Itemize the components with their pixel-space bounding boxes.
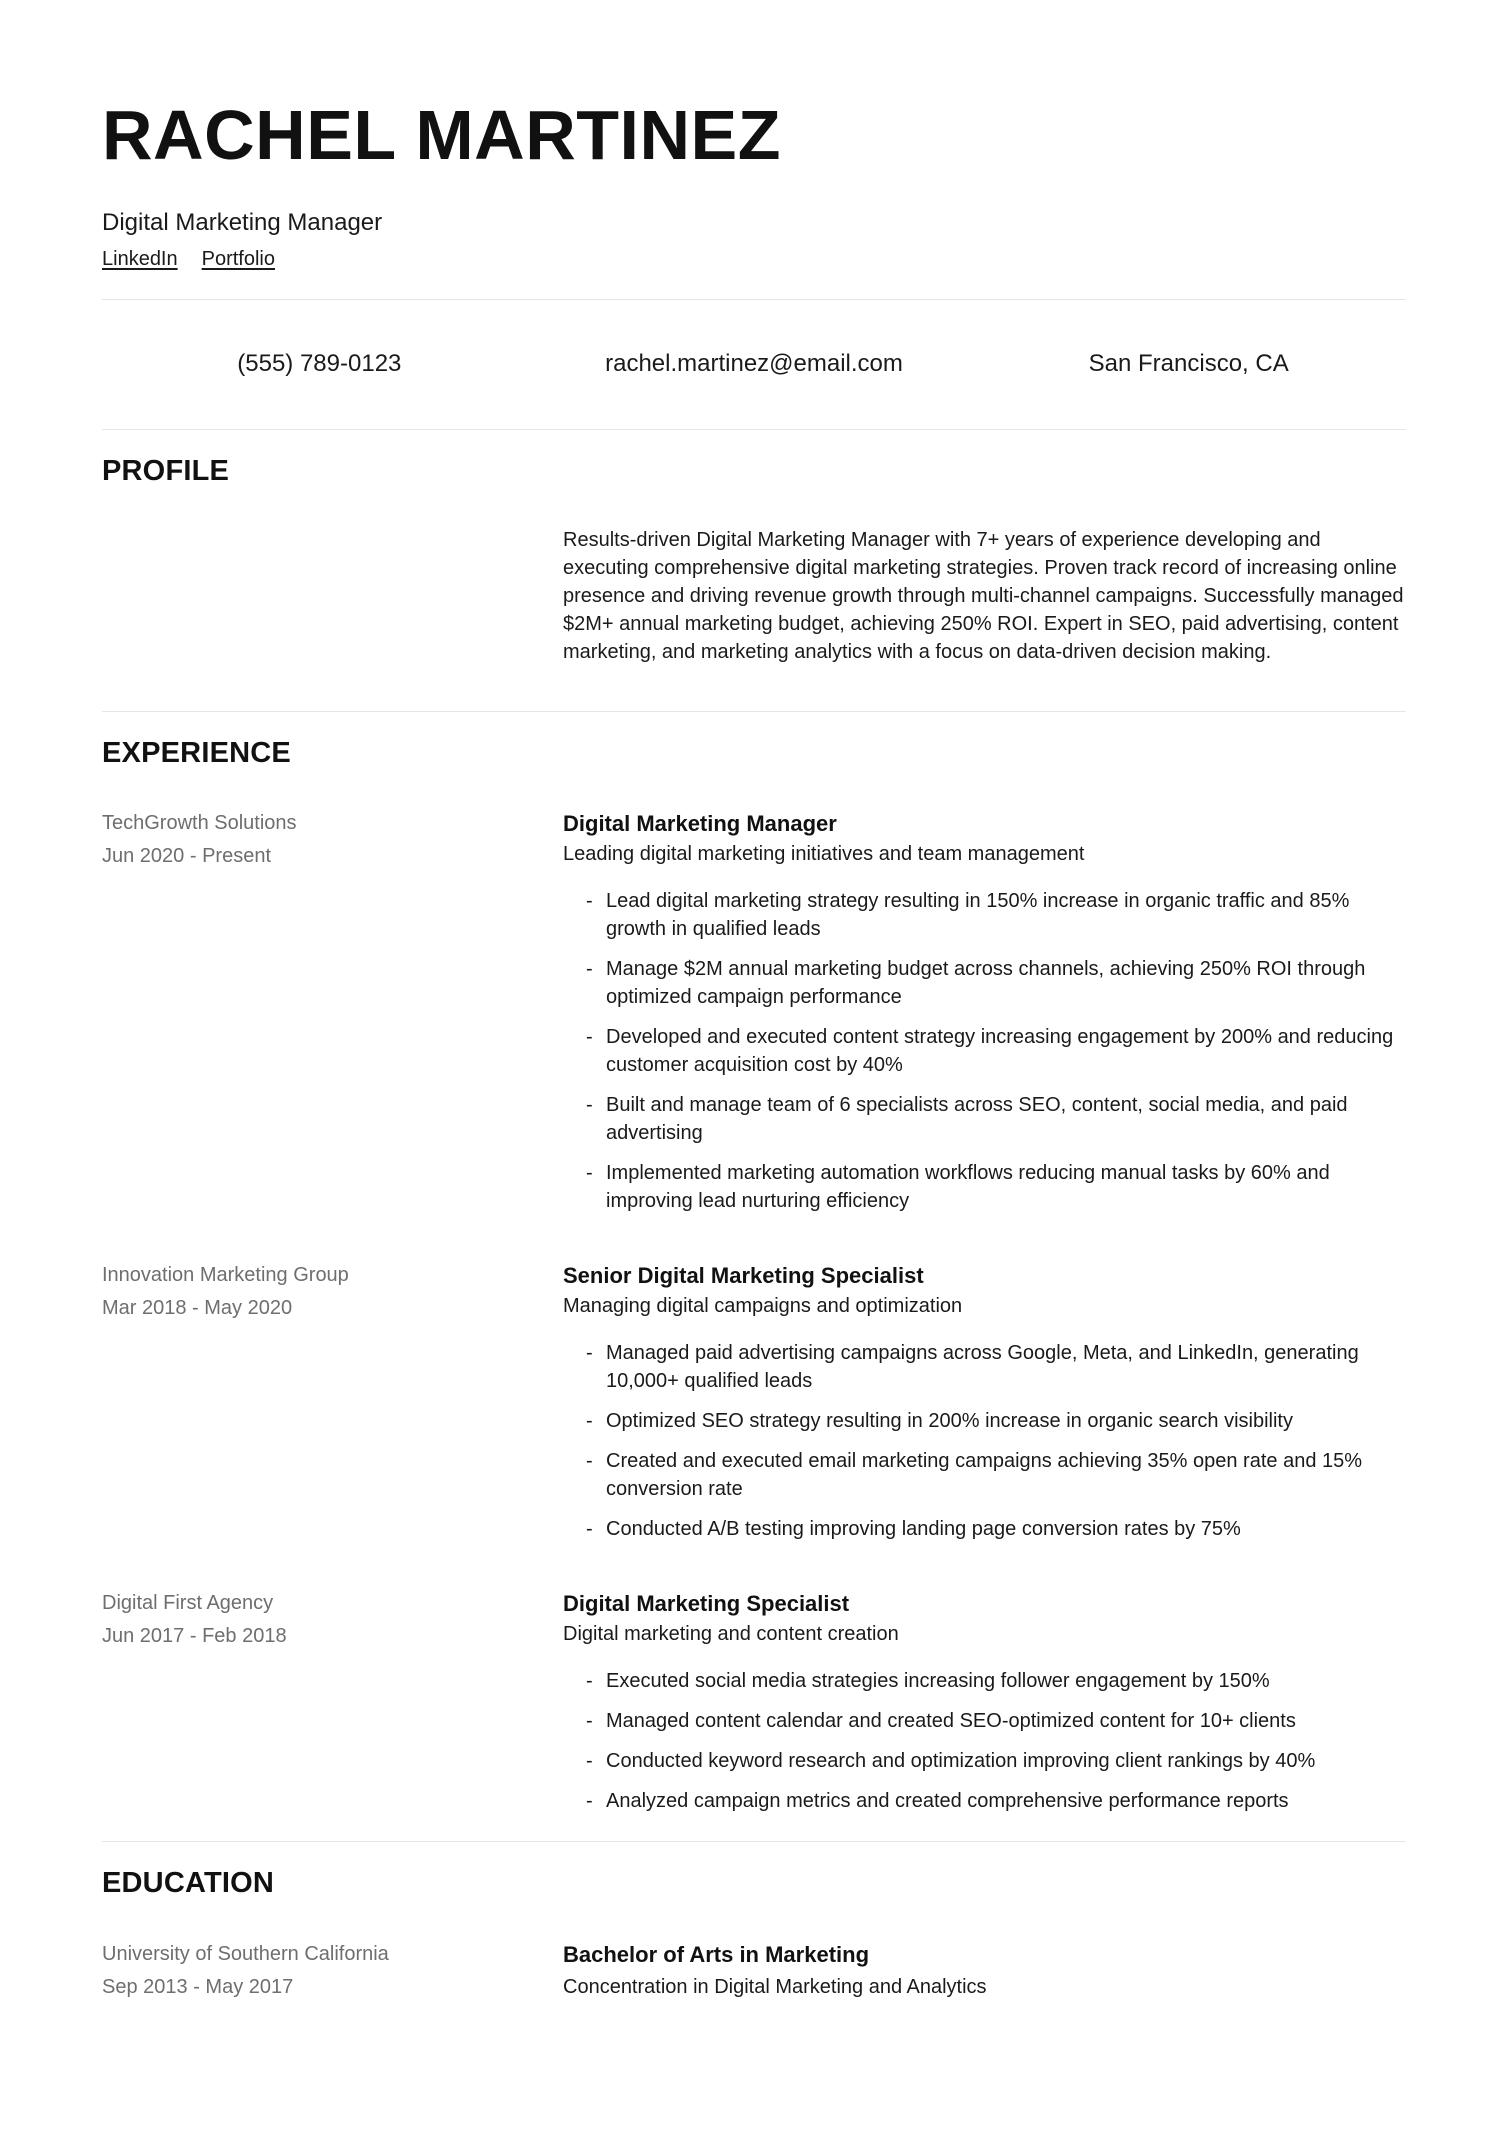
bullet-text: Lead digital marketing strategy resulting in 150% increase in organic traffic and 85% growth in qualified leads [606, 890, 1350, 941]
bullet-text: Manage $2M annual marketing budget across channels, achieving 250% ROI through optimized campaign performance [606, 958, 1366, 1009]
job-bullet [563, 1515, 1406, 1543]
phone-number: (555) 789-0123 [237, 350, 402, 378]
job-bullet [563, 1091, 1406, 1147]
job-title: Digital Marketing Manager [563, 811, 837, 837]
experience-section [102, 712, 1406, 1816]
job-dates: Jun 2017 - Feb 2018 [102, 1625, 287, 1648]
education-meta [102, 1938, 563, 2004]
job-subtitle: Managing digital campaigns and optimization [563, 1295, 963, 1318]
job-bullet [563, 1747, 1406, 1775]
education-degree: Bachelor of Arts in Marketing [563, 1942, 870, 1968]
job-bullet [563, 1159, 1406, 1215]
bullet-dash: - [586, 1750, 593, 1773]
job-details [563, 807, 1406, 1215]
person-name: RACHEL MARTINEZ [102, 96, 781, 174]
education-concentration: Concentration in Digital Marketing and Analytics [563, 1976, 987, 1999]
job-bullet [563, 1667, 1406, 1695]
education-school: University of Southern California [102, 1943, 389, 1966]
linkedin-link[interactable]: LinkedIn [102, 248, 178, 271]
bullet-text: Optimized SEO strategy resulting in 200% increase in organic search visibility [606, 1410, 1293, 1433]
bullet-dash: - [586, 890, 593, 913]
job-dates: Jun 2020 - Present [102, 845, 271, 868]
job-entry [102, 807, 1406, 1215]
bullet-text: Implemented marketing automation workflows reducing manual tasks by 60% and improving lead nurturing efficiency [606, 1162, 1330, 1213]
bullet-dash: - [586, 1790, 593, 1813]
bullet-dash: - [586, 1450, 593, 1473]
job-bullet [563, 955, 1406, 1011]
job-details [563, 1259, 1406, 1543]
profile-left-spacer [102, 526, 563, 666]
job-bullet [563, 1407, 1406, 1435]
job-bullet [563, 887, 1406, 943]
job-subtitle: Leading digital marketing initiatives and team management [563, 843, 1085, 866]
resume-header [102, 92, 1406, 273]
bullet-text: Managed paid advertising campaigns across Google, Meta, and LinkedIn, generating 10,000+ qualified leads [606, 1342, 1359, 1393]
job-company: TechGrowth Solutions [102, 812, 297, 835]
bullet-dash: - [586, 1710, 593, 1733]
contact-row [102, 300, 1406, 429]
job-subtitle: Digital marketing and content creation [563, 1623, 899, 1646]
job-bullet [563, 1707, 1406, 1735]
bullet-text: Built and manage team of 6 specialists across SEO, content, social media, and paid advertising [606, 1094, 1348, 1145]
location: San Francisco, CA [1088, 350, 1289, 378]
person-job-title: Digital Marketing Manager [102, 208, 383, 236]
job-bullet-list [563, 887, 1406, 1215]
job-company: Digital First Agency [102, 1592, 274, 1615]
job-meta [102, 1587, 563, 1815]
bullet-text: Created and executed email marketing campaigns achieving 35% open rate and 15% conversion rate [606, 1450, 1363, 1501]
profile-body [102, 526, 1406, 666]
job-meta [102, 1259, 563, 1543]
bullet-text: Conducted A/B testing improving landing page conversion rates by 75% [606, 1518, 1241, 1541]
bullet-text: Managed content calendar and created SEO-optimized content for 10+ clients [606, 1710, 1296, 1733]
job-bullet [563, 1023, 1406, 1079]
education-heading: EDUCATION [102, 1867, 275, 1900]
job-bullet [563, 1339, 1406, 1395]
job-bullet [563, 1787, 1406, 1815]
job-dates: Mar 2018 - May 2020 [102, 1297, 293, 1320]
job-title: Digital Marketing Specialist [563, 1591, 850, 1617]
bullet-text: Conducted keyword research and optimization improving client rankings by 40% [606, 1750, 1316, 1773]
bullet-dash: - [586, 958, 593, 981]
email-address: rachel.martinez@email.com [605, 350, 903, 378]
job-bullet-list [563, 1667, 1406, 1815]
education-dates: Sep 2013 - May 2017 [102, 1976, 294, 1999]
profile-section [102, 430, 1406, 666]
bullet-text: Analyzed campaign metrics and created comprehensive performance reports [606, 1790, 1289, 1813]
experience-body [102, 807, 1406, 1815]
job-bullet [563, 1447, 1406, 1503]
education-body [102, 1938, 1406, 2004]
header-links [102, 245, 1406, 273]
portfolio-link[interactable]: Portfolio [201, 248, 275, 271]
job-details [563, 1587, 1406, 1815]
bullet-dash: - [586, 1094, 593, 1117]
job-bullet-list [563, 1339, 1406, 1543]
bullet-dash: - [586, 1026, 593, 1049]
job-entry [102, 1587, 1406, 1815]
bullet-text: Developed and executed content strategy increasing engagement by 200% and reducing customer acquisition cost by 40% [606, 1026, 1394, 1077]
bullet-dash: - [586, 1162, 593, 1185]
experience-heading: EXPERIENCE [102, 736, 291, 769]
job-company: Innovation Marketing Group [102, 1264, 349, 1287]
education-section [102, 1842, 1406, 2004]
bullet-dash: - [586, 1518, 593, 1541]
profile-heading: PROFILE [102, 454, 230, 487]
bullet-dash: - [586, 1342, 593, 1365]
job-entry [102, 1259, 1406, 1543]
education-details [563, 1938, 1406, 2004]
bullet-dash: - [586, 1410, 593, 1433]
profile-summary: Results-driven Digital Marketing Manager with 7+ years of experience developing and executing comprehensive digital marketing strategies. Proven track record of increasing online presence and driving revenue growth through multi-channel campaigns. Successfully managed $2M+ annual marketing budget, achieving 250% ROI. Expert in SEO, paid advertising, content marketing, and marketing analytics with a focus on data-driven decision making. [563, 528, 1404, 663]
job-title: Senior Digital Marketing Specialist [563, 1263, 924, 1289]
bullet-dash: - [586, 1670, 593, 1693]
job-meta [102, 807, 563, 1215]
bullet-text: Executed social media strategies increasing follower engagement by 150% [606, 1670, 1270, 1693]
